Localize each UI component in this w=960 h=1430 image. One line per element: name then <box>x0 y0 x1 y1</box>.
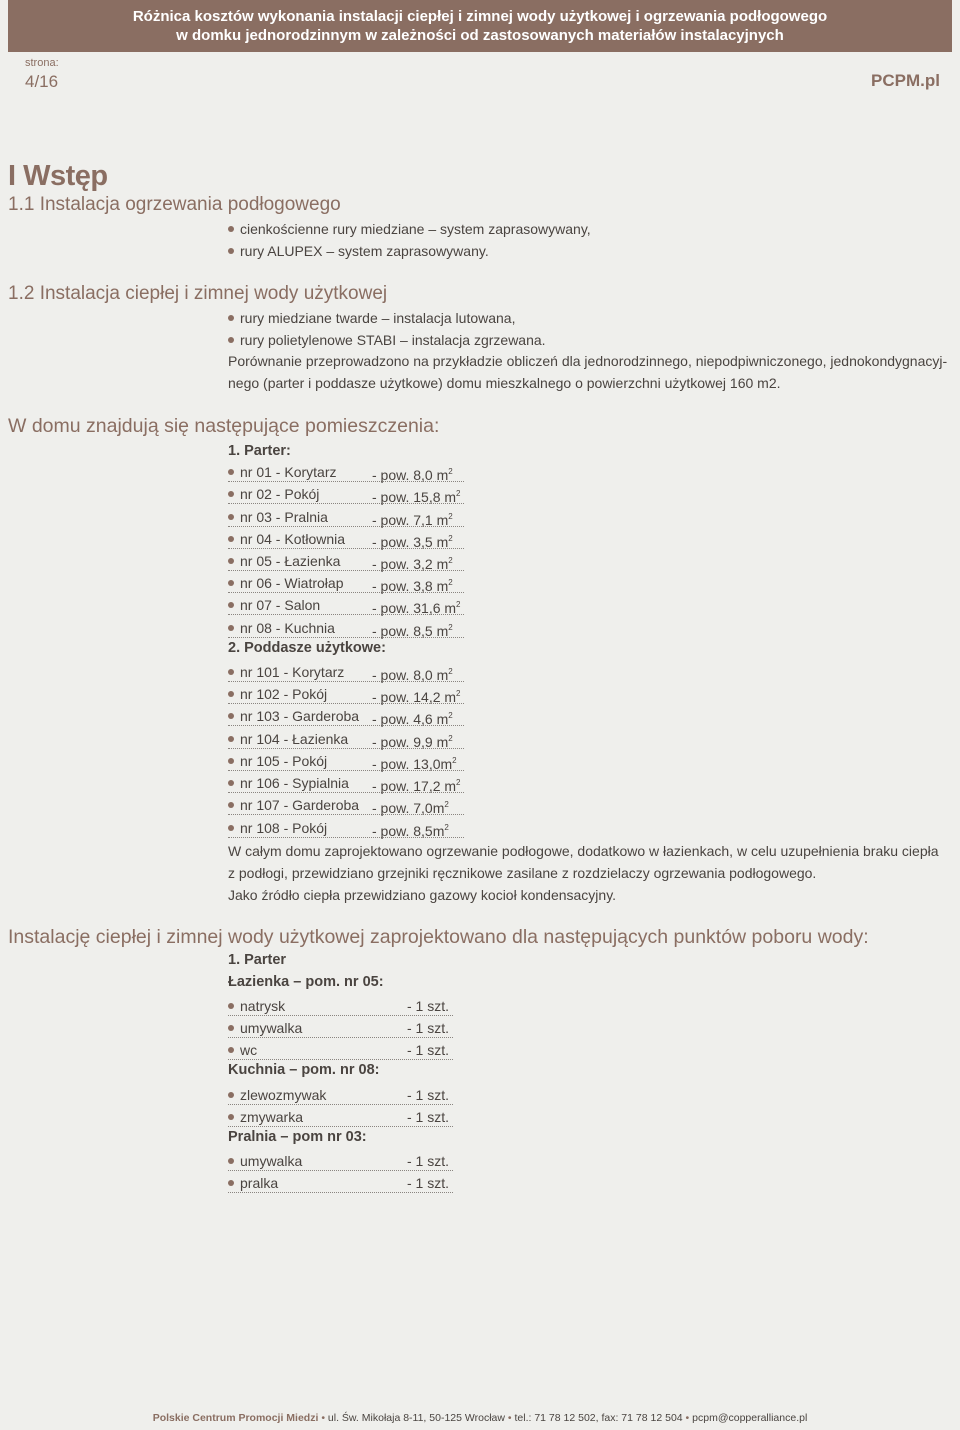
fixture-row: zlewozmywak - 1 szt. <box>228 1085 453 1105</box>
room-row: nr 08 - Kuchnia - pow. 8,5 $m^2$ <box>228 618 464 638</box>
footer-org: Polskie Centrum Promocji Miedzi <box>152 1412 319 1424</box>
room-row: nr 07 - Salon - pow. 31,6 $m^2$ <box>228 595 464 615</box>
room-row: nr 102 - Pokój - pow. 14,2 $m^2$ <box>228 684 464 704</box>
room-row: nr 105 - Pokój - pow. $13,0m^2$ <box>228 751 464 771</box>
page-label: strona: <box>25 57 59 69</box>
list-item: cienkościenne rury miedziane – system zaprasowywany, <box>228 220 591 238</box>
room-row: nr 02 - Pokój - pow. 15,8 $m^2$ <box>228 484 464 504</box>
room-row: nr 01 - Korytarz - pow. 8,0 $m^2$ <box>228 462 464 482</box>
group-label-bathroom: Łazienka – pom. nr 05: <box>228 974 384 990</box>
rooms-section-title: W domu znajdują się następujące pomieszczenia: <box>8 415 440 437</box>
fixture-row: wc - 1 szt. <box>228 1040 453 1060</box>
group-label-poddasze: 2. Poddasze użytkowe: <box>228 640 386 656</box>
list-item: rury polietylenowe STABI – instalacja zgrzewana. <box>228 331 546 349</box>
header-title-line2: w domku jednorodzinnym w zależności od zastosowanych materiałów instalacyjnych <box>176 27 784 44</box>
room-row: nr 03 - Pralnia - pow. 7,1 $m^2$ <box>228 507 464 527</box>
intro-paragraph: Porównanie przeprowadzono na przykładzie obliczeń dla jednorodzinnego, niepodpiwniczonego, jednokondygnacyj- nego (parter i poddasze użytkowe) domu mieszkalnego o powierzchni użytkowej 160 m2. <box>228 353 948 391</box>
heating-paragraph: W całym domu zaprojektowano ogrzewanie podłogowe, dodatkowo w łazienkach, w celu uzupełnienia braku ciepła z podłogi, przewidziano grzejniki ręcznikowe zasilane z rozdzielaczy ogrzewania podłogowego. Jako źródło ciepła przewidziano gazowy kocioł kondensacyjny. <box>228 843 939 903</box>
group-label-parter: 1. Parter <box>228 952 287 968</box>
room-row: nr 103 - Garderoba - pow. 4,6 $m^2$ <box>228 706 464 726</box>
header-title-line1: Różnica kosztów wykonania instalacji ciepłej i zimnej wody użytkowej i ogrzewania podłogowego <box>132 8 828 25</box>
room-row: nr 108 - Pokój - pow. $8,5m^2$ <box>228 818 464 838</box>
fixture-row: natrysk - 1 szt. <box>228 996 453 1016</box>
footer-phone: tel.: 71 78 12 502, fax: 71 78 12 504 <box>514 1412 683 1424</box>
footer-separator: • <box>507 1412 512 1424</box>
room-row: nr 106 - Sypialnia - pow. 17,2 $m^2$ <box>228 773 464 793</box>
brand-logo-text: PCPM.pl <box>871 71 940 90</box>
list-item: rury ALUPEX – system zaprasowywany. <box>228 242 489 260</box>
subsection-title-heating: 1.1 Instalacja ogrzewania podłogowego <box>8 194 341 215</box>
group-label-parter: 1. Parter: <box>228 443 291 459</box>
water-section-title: Instalację ciepłej i zimnej wody użytkowej zaprojektowano dla następujących punktów poboru wody: <box>8 926 869 948</box>
room-row: nr 05 - Łazienka - pow. 3,2 $m^2$ <box>228 551 464 571</box>
room-row: nr 104 - Łazienka - pow. 9,9 $m^2$ <box>228 729 464 749</box>
fixture-row: umywalka - 1 szt. <box>228 1018 453 1038</box>
section-title-intro: I Wstęp <box>8 160 108 192</box>
footer-address: ul. Św. Mikołaja 8-11, 50-125 Wrocław <box>327 1412 505 1424</box>
room-row: nr 04 - Kotłownia - pow. 3,5 $m^2$ <box>228 529 464 549</box>
page-footer <box>0 1412 960 1424</box>
fixture-row: pralka - 1 szt. <box>228 1173 453 1193</box>
list-item: rury miedziane twarde – instalacja lutowana, <box>228 309 515 327</box>
group-label-laundry: Pralnia – pom nr 03: <box>228 1129 367 1145</box>
document-header <box>8 0 952 52</box>
footer-separator: • <box>321 1412 325 1424</box>
subsection-title-water: 1.2 Instalacja ciepłej i zimnej wody użytkowej <box>8 283 388 304</box>
page-number: 4/16 <box>25 72 59 91</box>
fixture-row: umywalka - 1 szt. <box>228 1151 453 1171</box>
room-row: nr 107 - Garderoba - pow. $7,0m^2$ <box>228 795 464 815</box>
fixture-row: zmywarka - 1 szt. <box>228 1107 453 1127</box>
room-row: nr 101 - Korytarz - pow. 8,0 $m^2$ <box>228 662 464 682</box>
group-label-kitchen: Kuchnia – pom. nr 08: <box>228 1062 380 1078</box>
footer-separator: • <box>685 1412 690 1424</box>
room-row: nr 06 - Wiatrołap - pow. 3,8 $m^2$ <box>228 573 464 593</box>
footer-email: pcpm@copperalliance.pl <box>692 1412 808 1424</box>
